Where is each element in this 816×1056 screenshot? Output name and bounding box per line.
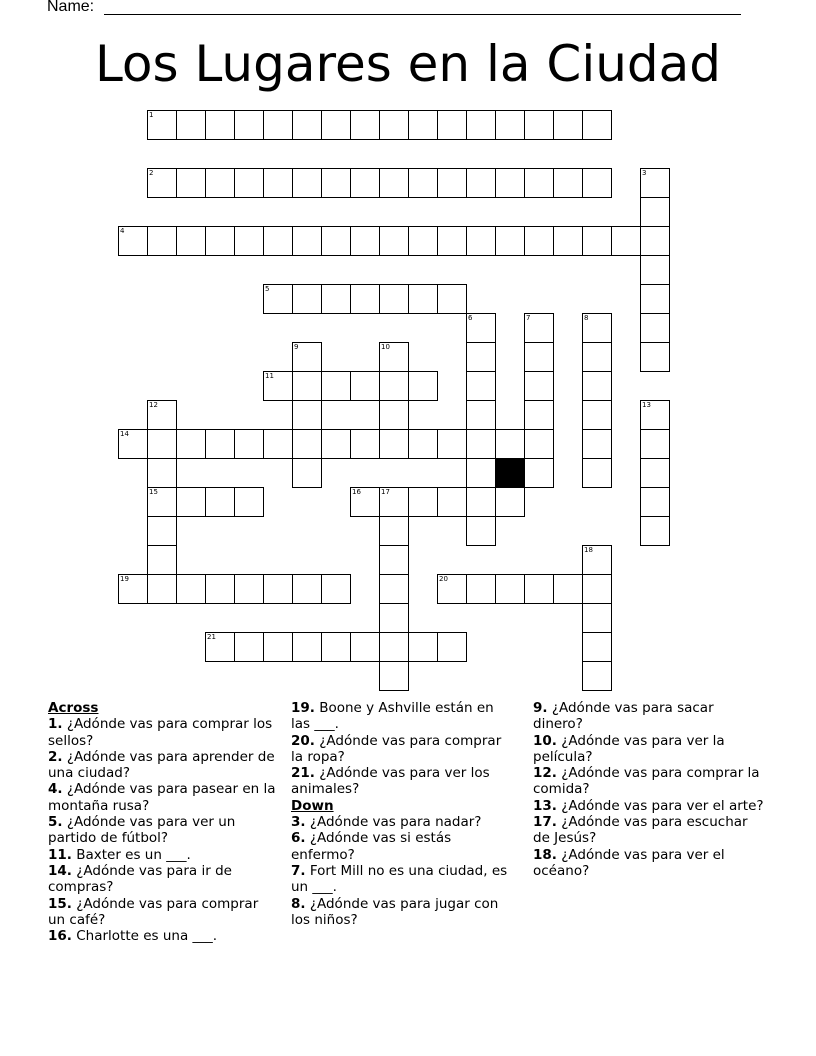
grid-cell[interactable] <box>582 371 612 401</box>
grid-cell[interactable] <box>263 168 293 198</box>
grid-cell[interactable] <box>524 313 554 343</box>
across-clue-list <box>48 716 276 944</box>
clue-number-label: 8. <box>291 895 306 912</box>
grid-cell[interactable] <box>524 429 554 459</box>
grid-cell[interactable] <box>292 632 322 662</box>
grid-cell[interactable] <box>466 487 496 517</box>
grid-cell[interactable] <box>379 429 409 459</box>
clue-number-label: 21. <box>291 765 315 782</box>
grid-cell[interactable] <box>379 516 409 546</box>
grid-cell[interactable] <box>582 429 612 459</box>
grid-cell[interactable] <box>234 168 264 198</box>
grid-cell[interactable] <box>379 284 409 314</box>
grid-cell[interactable] <box>495 168 525 198</box>
grid-cell[interactable] <box>350 226 380 256</box>
grid-cell[interactable] <box>321 371 351 401</box>
grid-cell[interactable] <box>582 574 612 604</box>
grid-cell[interactable] <box>437 574 467 604</box>
grid-cell[interactable] <box>582 661 612 691</box>
clue-number-label: 13. <box>533 797 557 814</box>
grid-cell[interactable] <box>640 429 670 459</box>
grid-cell[interactable] <box>466 110 496 140</box>
clue-number-label: 7. <box>291 862 306 879</box>
clue-number: 9 <box>294 343 299 351</box>
clue-number-label: 17. <box>533 814 557 831</box>
grid-cell[interactable] <box>408 371 438 401</box>
grid-cell[interactable] <box>321 429 351 459</box>
clue-number: 1 <box>149 111 154 119</box>
clue-number-label: 14. <box>48 862 72 879</box>
grid-cell[interactable] <box>640 284 670 314</box>
grid-cell[interactable] <box>263 110 293 140</box>
clue-number-label: 3. <box>291 814 306 831</box>
grid-cell[interactable] <box>205 110 235 140</box>
clue-text: ¿Adónde vas para aprender de una ciudad? <box>48 748 275 782</box>
grid-cell[interactable] <box>640 197 670 227</box>
grid-cell[interactable] <box>321 168 351 198</box>
grid-cell[interactable] <box>176 168 206 198</box>
grid-cell[interactable] <box>640 342 670 372</box>
grid-cell[interactable] <box>321 284 351 314</box>
clue-number: 16 <box>352 488 361 496</box>
clue-item <box>291 896 517 929</box>
grid-cell[interactable] <box>408 110 438 140</box>
grid-cell[interactable] <box>582 545 612 575</box>
grid-cell[interactable] <box>147 226 177 256</box>
grid-cell[interactable] <box>263 632 293 662</box>
grid-cell[interactable] <box>437 487 467 517</box>
grid-cell[interactable] <box>408 284 438 314</box>
clue-number-label: 16. <box>48 928 72 945</box>
grid-cell[interactable] <box>408 632 438 662</box>
clue-number: 4 <box>120 227 125 235</box>
clue-number-label: 1. <box>48 716 63 733</box>
clue-item <box>48 863 276 896</box>
grid-cell[interactable] <box>466 168 496 198</box>
grid-cell[interactable] <box>321 574 351 604</box>
clue-item <box>533 814 765 847</box>
grid-cell[interactable] <box>582 313 612 343</box>
grid-cell[interactable] <box>408 487 438 517</box>
grid-cell[interactable] <box>263 284 293 314</box>
across-clue-list-continued <box>291 700 517 798</box>
grid-cell[interactable] <box>350 168 380 198</box>
grid-cell[interactable] <box>205 487 235 517</box>
grid-cell[interactable] <box>379 545 409 575</box>
clue-number: 2 <box>149 169 154 177</box>
grid-cell[interactable] <box>640 168 670 198</box>
clue-text: ¿Adónde vas para comprar un café? <box>48 895 259 928</box>
clue-text: ¿Adónde vas para ver los animales? <box>291 765 490 798</box>
clue-number: 14 <box>120 430 129 438</box>
grid-cell[interactable] <box>582 603 612 633</box>
grid-cell[interactable] <box>495 226 525 256</box>
grid-cell[interactable] <box>379 342 409 372</box>
clue-number-label: 19. <box>291 700 315 716</box>
clue-number-label: 2. <box>48 748 63 765</box>
grid-cell[interactable] <box>292 226 322 256</box>
grid-cell[interactable] <box>640 487 670 517</box>
clue-text: ¿Adónde vas para nadar? <box>305 814 482 831</box>
grid-cell[interactable] <box>495 574 525 604</box>
clue-text: ¿Adónde vas para ver la película? <box>533 732 725 765</box>
clue-number-label: 9. <box>533 700 548 716</box>
grid-cell[interactable] <box>379 603 409 633</box>
grid-cell[interactable] <box>466 400 496 430</box>
clue-item <box>533 700 765 733</box>
clue-item <box>533 733 765 766</box>
grid-cell[interactable] <box>582 342 612 372</box>
clue-item <box>291 830 517 863</box>
grid-cell[interactable] <box>176 487 206 517</box>
grid-cell[interactable] <box>292 168 322 198</box>
grid-cell[interactable] <box>582 168 612 198</box>
grid-cell[interactable] <box>582 400 612 430</box>
grid-cell[interactable] <box>495 429 525 459</box>
down-clue-list-continued <box>533 700 765 879</box>
name-label: Name: <box>47 0 95 15</box>
grid-cell[interactable] <box>582 110 612 140</box>
grid-cell[interactable] <box>292 458 322 488</box>
clue-text: ¿Adónde vas para comprar la ropa? <box>291 732 502 765</box>
grid-cell[interactable] <box>350 371 380 401</box>
grid-cell[interactable] <box>466 313 496 343</box>
grid-cell[interactable] <box>379 226 409 256</box>
grid-cell[interactable] <box>379 110 409 140</box>
grid-cell[interactable] <box>234 226 264 256</box>
clue-text: ¿Adónde vas para sacar dinero? <box>533 700 714 733</box>
grid-cell[interactable] <box>205 429 235 459</box>
grid-cell[interactable] <box>205 632 235 662</box>
clue-number: 11 <box>265 372 274 380</box>
grid-cell[interactable] <box>292 284 322 314</box>
clue-number-label: 12. <box>533 765 557 782</box>
grid-cell[interactable] <box>524 458 554 488</box>
clue-item <box>291 814 517 830</box>
clue-number-label: 4. <box>48 781 63 798</box>
grid-cell[interactable] <box>292 574 322 604</box>
grid-cell[interactable] <box>147 168 177 198</box>
grid-cell[interactable] <box>524 226 554 256</box>
grid-cell[interactable] <box>437 168 467 198</box>
grid-cell[interactable] <box>176 574 206 604</box>
grid-cell[interactable] <box>524 574 554 604</box>
grid-cell[interactable] <box>408 429 438 459</box>
grid-cell[interactable] <box>147 400 177 430</box>
grid-cell[interactable] <box>292 371 322 401</box>
grid-cell[interactable] <box>640 458 670 488</box>
clue-text: ¿Adónde vas para comprar los sellos? <box>48 716 273 749</box>
grid-cell[interactable] <box>553 226 583 256</box>
grid-cell[interactable] <box>263 371 293 401</box>
grid-cell[interactable] <box>524 400 554 430</box>
grid-cell[interactable] <box>466 516 496 546</box>
grid-cell[interactable] <box>437 226 467 256</box>
grid-cell[interactable] <box>495 110 525 140</box>
clue-item <box>48 896 276 929</box>
grid-cell[interactable] <box>466 574 496 604</box>
clue-number: 19 <box>120 575 129 583</box>
clue-number: 17 <box>381 488 390 496</box>
clues-column-2 <box>291 700 517 928</box>
clue-number: 20 <box>439 575 448 583</box>
grid-cell[interactable] <box>147 429 177 459</box>
grid-cell[interactable] <box>640 226 670 256</box>
grid-cell[interactable] <box>379 487 409 517</box>
clues-column-1 <box>48 700 276 944</box>
grid-cell[interactable] <box>263 574 293 604</box>
clue-text: ¿Adónde vas si estás enfermo? <box>291 830 452 863</box>
grid-cell[interactable] <box>176 429 206 459</box>
grid-cell[interactable] <box>147 574 177 604</box>
grid-cell[interactable] <box>205 226 235 256</box>
grid-cell[interactable] <box>408 226 438 256</box>
grid-cell[interactable] <box>350 110 380 140</box>
grid-cell[interactable] <box>553 110 583 140</box>
grid-cell[interactable] <box>379 168 409 198</box>
clue-text: ¿Adónde vas para ver el arte? <box>556 797 764 814</box>
grid-cell[interactable] <box>147 458 177 488</box>
clue-text: Fort Mill no es una ciudad, es un ___. <box>291 862 508 896</box>
clue-number-label: 15. <box>48 895 72 912</box>
clue-item <box>291 863 517 896</box>
grid-cell[interactable] <box>147 110 177 140</box>
grid-cell[interactable] <box>524 342 554 372</box>
clue-number: 21 <box>207 633 216 641</box>
grid-cell[interactable] <box>147 545 177 575</box>
grid-cell[interactable] <box>466 226 496 256</box>
clue-number-label: 11. <box>48 846 72 863</box>
grid-cell[interactable] <box>553 574 583 604</box>
grid-cell[interactable] <box>379 632 409 662</box>
grid-cell[interactable] <box>437 110 467 140</box>
grid-cell[interactable] <box>350 487 380 517</box>
grid-cell[interactable] <box>292 400 322 430</box>
grid-cell[interactable] <box>379 371 409 401</box>
clue-item <box>48 749 276 782</box>
grid-cell[interactable] <box>321 632 351 662</box>
grid-cell[interactable] <box>234 632 264 662</box>
clue-number: 7 <box>526 314 531 322</box>
grid-cell[interactable] <box>379 574 409 604</box>
grid-cell[interactable] <box>350 632 380 662</box>
clue-item <box>48 781 276 814</box>
clue-number-label: 6. <box>291 830 306 847</box>
clue-number: 10 <box>381 343 390 351</box>
grid-cell[interactable] <box>234 574 264 604</box>
grid-cell[interactable] <box>350 429 380 459</box>
grid-cell[interactable] <box>408 168 438 198</box>
grid-cell[interactable] <box>640 516 670 546</box>
clue-item <box>48 814 276 847</box>
grid-cell[interactable] <box>292 429 322 459</box>
clue-number: 6 <box>468 314 473 322</box>
grid-cell[interactable] <box>437 284 467 314</box>
grid-cell[interactable] <box>118 574 148 604</box>
clue-item <box>533 798 765 814</box>
clues-column-3 <box>533 700 765 879</box>
grid-cell[interactable] <box>118 226 148 256</box>
grid-cell[interactable] <box>176 110 206 140</box>
clue-number: 8 <box>584 314 589 322</box>
grid-cell[interactable] <box>176 226 206 256</box>
across-header: Across <box>48 700 99 716</box>
clue-text: Baxter es un ___. <box>71 846 191 863</box>
clue-item <box>291 733 517 766</box>
clue-text: ¿Adónde vas para ver el océano? <box>533 846 725 879</box>
grid-cell[interactable] <box>263 226 293 256</box>
clue-number: 5 <box>265 285 270 293</box>
clue-number: 18 <box>584 546 593 554</box>
clue-item <box>533 847 765 880</box>
grid-cell[interactable] <box>640 255 670 285</box>
grid-cell[interactable] <box>582 458 612 488</box>
clue-item <box>48 928 276 944</box>
clue-item <box>533 765 765 798</box>
grid-cell[interactable] <box>292 110 322 140</box>
grid-cell[interactable] <box>466 458 496 488</box>
grid-cell[interactable] <box>292 342 322 372</box>
grid-cell[interactable] <box>524 371 554 401</box>
grid-cell[interactable] <box>437 429 467 459</box>
clue-text: ¿Adónde vas para comprar la comida? <box>533 765 760 798</box>
grid-cell[interactable] <box>234 429 264 459</box>
clue-number: 12 <box>149 401 158 409</box>
clue-number: 15 <box>149 488 158 496</box>
clue-text: ¿Adónde vas para escuchar de Jesús? <box>533 814 748 847</box>
grid-cell[interactable] <box>524 110 554 140</box>
clue-number-label: 5. <box>48 814 63 831</box>
grid-cell[interactable] <box>205 574 235 604</box>
clue-number: 3 <box>642 169 647 177</box>
grid-cell[interactable] <box>466 342 496 372</box>
clue-text: Charlotte es una ___. <box>71 928 218 945</box>
grid-cell[interactable] <box>321 110 351 140</box>
grid-cell[interactable] <box>118 429 148 459</box>
page-title: Los Lugares en la Ciudad <box>94 35 722 93</box>
clue-item <box>291 700 517 733</box>
clue-text: ¿Adónde vas para jugar con los niños? <box>291 895 499 928</box>
clue-text: Boone y Ashville están en las ___. <box>291 700 494 733</box>
grid-cell[interactable] <box>466 429 496 459</box>
grid-cell[interactable] <box>466 371 496 401</box>
clue-text: ¿Adónde vas para ver un partido de fútbol? <box>48 814 236 847</box>
grid-cell[interactable] <box>437 632 467 662</box>
grid-cell[interactable] <box>611 226 641 256</box>
grid-cell[interactable] <box>553 168 583 198</box>
clue-number: 13 <box>642 401 651 409</box>
clue-number-label: 10. <box>533 732 557 749</box>
grid-cell[interactable] <box>350 284 380 314</box>
grid-cell[interactable] <box>495 487 525 517</box>
grid-cell[interactable] <box>640 313 670 343</box>
grid-cell[interactable] <box>582 226 612 256</box>
down-header: Down <box>291 797 334 814</box>
clue-item <box>48 847 276 863</box>
grid-cell[interactable] <box>147 516 177 546</box>
clue-text: ¿Adónde vas para ir de compras? <box>48 862 232 896</box>
grid-cell[interactable] <box>321 226 351 256</box>
clue-item <box>291 765 517 798</box>
down-clue-list <box>291 814 517 928</box>
clue-text: ¿Adónde vas para pasear en la montaña rusa? <box>48 781 276 814</box>
grid-cell[interactable] <box>640 400 670 430</box>
grid-cell[interactable] <box>205 168 235 198</box>
clue-number-label: 18. <box>533 846 557 863</box>
grid-cell[interactable] <box>379 400 409 430</box>
grid-cell[interactable] <box>582 632 612 662</box>
grid-cell[interactable] <box>379 661 409 691</box>
grid-cell[interactable] <box>147 487 177 517</box>
grid-cell[interactable] <box>524 168 554 198</box>
black-cell <box>495 458 525 488</box>
grid-cell[interactable] <box>234 487 264 517</box>
grid-cell[interactable] <box>263 429 293 459</box>
grid-cell[interactable] <box>234 110 264 140</box>
clue-item <box>48 716 276 749</box>
clue-number-label: 20. <box>291 732 315 749</box>
